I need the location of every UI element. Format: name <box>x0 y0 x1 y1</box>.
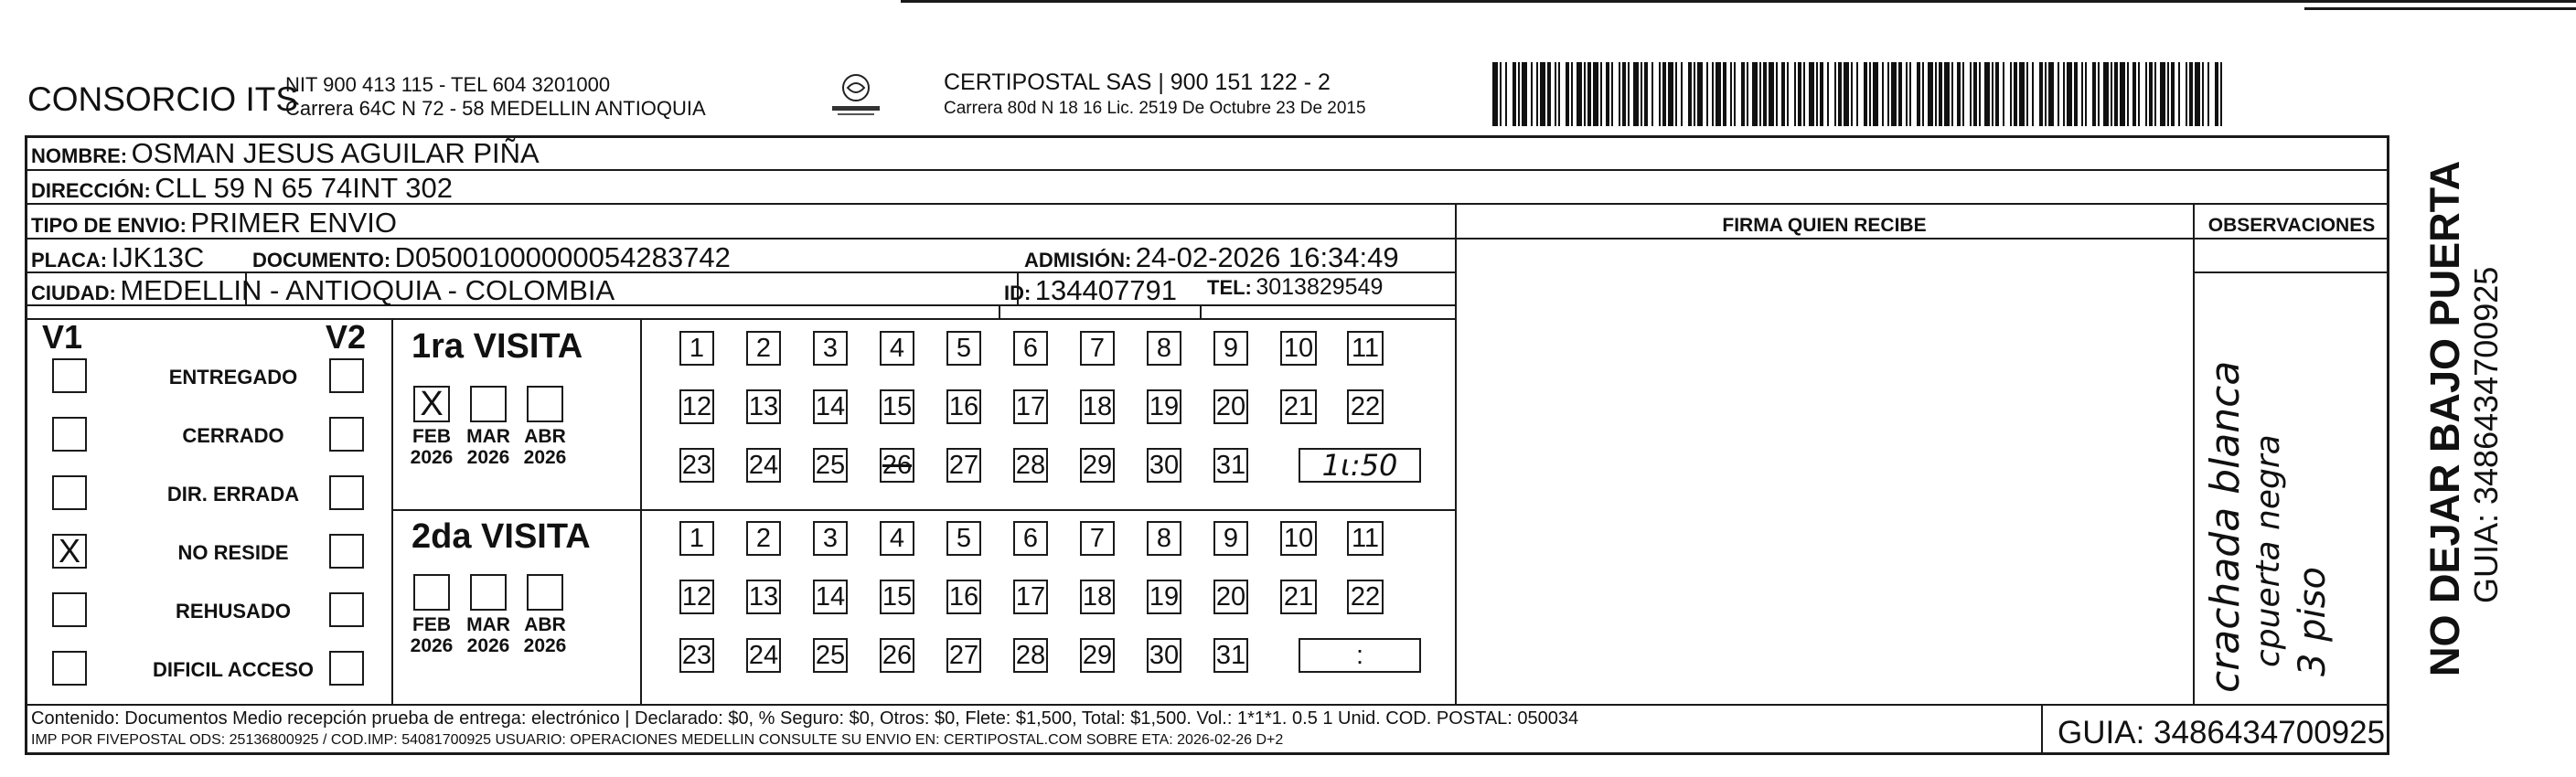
barcode-bar <box>1759 62 1761 126</box>
month-checkbox[interactable] <box>527 386 563 422</box>
month-checkbox[interactable] <box>413 574 450 611</box>
barcode-bar <box>1716 62 1721 126</box>
day-box[interactable]: 24 <box>746 638 781 673</box>
barcode-bar <box>1688 62 1692 126</box>
barcode-bar <box>1593 62 1598 126</box>
barcode <box>1492 62 2224 126</box>
barcode-bar <box>2138 62 2140 126</box>
day-box[interactable]: 5 <box>946 331 981 366</box>
barcode-bar <box>1844 62 1849 126</box>
barcode-bar <box>2145 62 2147 126</box>
rule <box>2041 704 2043 755</box>
first-visit-title: 1ra VISITA <box>412 327 583 366</box>
barcode-bar <box>1734 62 1736 126</box>
barcode-bar <box>2167 62 2169 126</box>
month-name: MAR <box>466 426 510 447</box>
barcode-bar <box>1571 62 1573 126</box>
barcode-bar <box>1536 62 1538 126</box>
observation-line-1: crachada blanca <box>2202 360 2249 693</box>
day-box[interactable]: 7 <box>1080 331 1115 366</box>
barcode-bar <box>2127 62 2129 126</box>
barcode-bar <box>1619 62 1620 126</box>
barcode-bar <box>1522 62 1527 126</box>
day-box[interactable]: 29 <box>1080 638 1115 673</box>
direccion-value: CLL 59 N 65 74INT 302 <box>155 172 453 204</box>
barcode-bar <box>2092 62 2096 126</box>
barcode-bar <box>1992 62 1993 126</box>
day-box[interactable]: 16 <box>946 389 981 424</box>
month-name: FEB <box>412 614 451 635</box>
barcode-bar <box>1776 62 1778 126</box>
day-box[interactable]: 24 <box>746 448 781 483</box>
barcode-bar <box>2195 62 2200 126</box>
month-year: 2026 <box>410 447 454 468</box>
day-box[interactable]: 26 <box>880 638 914 673</box>
barcode-bar <box>1917 62 1920 126</box>
month-name: ABR <box>524 426 566 447</box>
visit-time-field[interactable]: 1ι:50 <box>1299 448 1421 483</box>
barcode-bar <box>1633 62 1639 126</box>
barcode-bar <box>1769 62 1774 126</box>
month-year: 2026 <box>523 635 567 656</box>
documento-label: DOCUMENTO: <box>252 249 391 271</box>
day-box[interactable]: 9 <box>1213 521 1248 556</box>
barcode-bar <box>1803 62 1805 126</box>
placa-row <box>31 241 204 274</box>
day-box[interactable]: 12 <box>679 580 714 614</box>
day-box[interactable]: 9 <box>1213 331 1248 366</box>
rule <box>391 509 1456 511</box>
barcode-bar <box>2010 62 2012 126</box>
rule <box>391 318 393 704</box>
barcode-bar <box>2048 62 2054 126</box>
barcode-bar <box>1584 62 1586 126</box>
admision-row <box>1024 241 1399 274</box>
status-v1-checkbox[interactable] <box>52 592 87 627</box>
barcode-bar <box>1873 62 1878 126</box>
day-box[interactable]: 12 <box>679 389 714 424</box>
placa-value: IJK13C <box>111 241 205 273</box>
barcode-bar <box>1741 62 1745 126</box>
nombre-row <box>31 137 540 170</box>
day-box[interactable]: 27 <box>946 448 981 483</box>
month-checkbox[interactable] <box>527 574 563 611</box>
barcode-bar <box>1492 62 1498 126</box>
month-checkbox[interactable] <box>470 386 507 422</box>
observation-line-3: 3 piso <box>2292 567 2334 676</box>
barcode-bar <box>1730 62 1732 126</box>
day-box[interactable]: 4 <box>880 331 914 366</box>
day-box[interactable]: 13 <box>746 389 781 424</box>
barcode-bar <box>1944 62 1950 126</box>
barcode-bar <box>1869 62 1871 126</box>
rule <box>640 318 642 704</box>
day-box[interactable]: 19 <box>1147 580 1181 614</box>
tel-row <box>1207 274 1383 301</box>
barcode-bar <box>1659 62 1661 126</box>
day-box[interactable]: 23 <box>679 638 714 673</box>
day-box[interactable]: 3 <box>813 331 848 366</box>
day-box[interactable]: 3 <box>813 521 848 556</box>
barcode-bar <box>1838 62 1842 126</box>
status-v1-checkbox[interactable] <box>52 475 87 510</box>
barcode-bar <box>1622 62 1626 126</box>
barcode-bar <box>1882 62 1884 126</box>
day-box[interactable]: 20 <box>1213 580 1248 614</box>
barcode-bar <box>1820 62 1823 126</box>
barcode-bar <box>1798 62 1801 126</box>
day-box[interactable]: 13 <box>746 580 781 614</box>
status-v1-checkbox[interactable] <box>52 651 87 686</box>
barcode-bar <box>2032 62 2034 126</box>
barcode-bar <box>2114 62 2118 126</box>
day-box[interactable]: 17 <box>1013 389 1048 424</box>
company-info-1: NIT 900 413 115 - TEL 604 3201000 <box>285 73 611 96</box>
barcode-bar <box>1935 62 1937 126</box>
day-box[interactable]: 15 <box>880 389 914 424</box>
barcode-bar <box>1694 62 1695 126</box>
status-label: CERRADO <box>182 424 284 447</box>
barcode-bar <box>1587 62 1591 126</box>
day-box[interactable]: 21 <box>1280 389 1317 424</box>
barcode-bar <box>2186 62 2187 126</box>
day-box[interactable]: 30 <box>1147 448 1181 483</box>
id-label: ID: <box>1004 282 1031 304</box>
barcode-bar <box>1970 62 1972 126</box>
barcode-bar <box>1651 62 1653 126</box>
barcode-bar <box>1984 62 1990 126</box>
day-box[interactable]: 25 <box>813 638 848 673</box>
status-v1-checkbox[interactable] <box>52 358 87 393</box>
day-box[interactable]: 18 <box>1080 389 1115 424</box>
barcode-bar <box>2171 62 2175 126</box>
day-box[interactable]: 8 <box>1147 331 1181 366</box>
day-box[interactable]: 4 <box>880 521 914 556</box>
day-box[interactable]: 19 <box>1147 389 1181 424</box>
day-box[interactable]: 31 <box>1213 448 1248 483</box>
barcode-bar <box>1939 62 1942 126</box>
month-year: 2026 <box>466 635 510 656</box>
barcode-bar <box>1644 62 1648 126</box>
barcode-bar <box>1600 62 1602 126</box>
day-box[interactable]: 23 <box>679 448 714 483</box>
tel-value: 3013829549 <box>1256 274 1384 300</box>
barcode-bar <box>2063 62 2065 126</box>
day-box[interactable]: 20 <box>1213 389 1248 424</box>
barcode-bar <box>2058 62 2059 126</box>
month-year: 2026 <box>466 447 510 468</box>
observations-handwriting <box>2195 274 2389 704</box>
barcode-bar <box>1763 62 1767 126</box>
barcode-bar <box>1962 62 1964 126</box>
day-box[interactable]: 22 <box>1347 389 1384 424</box>
status-v2-checkbox[interactable] <box>329 417 364 452</box>
barcode-bar <box>1628 62 1630 126</box>
direccion-label: DIRECCIÓN: <box>31 179 151 202</box>
day-box[interactable]: 2 <box>746 521 781 556</box>
day-box[interactable]: 27 <box>946 638 981 673</box>
tipo-label: TIPO DE ENVIO: <box>31 214 187 237</box>
day-box[interactable]: 29 <box>1080 448 1115 483</box>
barcode-bar <box>2111 62 2112 126</box>
barcode-bar <box>2026 62 2028 126</box>
month-year: 2026 <box>523 447 567 468</box>
rule <box>999 304 1000 318</box>
barcode-bar <box>1723 62 1726 126</box>
barcode-bar <box>1566 62 1569 126</box>
barcode-bar <box>2003 62 2004 126</box>
barcode-bar <box>1995 62 1999 126</box>
documento-row <box>252 241 731 274</box>
status-label: ENTREGADO <box>168 366 298 388</box>
day-box[interactable]: 28 <box>1013 638 1048 673</box>
day-box[interactable]: 18 <box>1080 580 1115 614</box>
barcode-bar <box>1611 62 1613 126</box>
day-box[interactable]: 31 <box>1213 638 1248 673</box>
side-guia: GUIA: 3486434700925 <box>2467 266 2505 603</box>
v1-label: V1 <box>42 318 83 356</box>
day-box[interactable]: 1 <box>679 331 714 366</box>
barcode-bar <box>1794 62 1796 126</box>
barcode-bar <box>2132 62 2136 126</box>
nombre-value: OSMAN JESUS AGUILAR PIÑA <box>131 137 540 169</box>
barcode-bar <box>1909 62 1911 126</box>
day-box[interactable]: 14 <box>813 580 848 614</box>
day-box[interactable]: 6 <box>1013 521 1048 556</box>
barcode-bar <box>2215 62 2218 126</box>
barcode-bar <box>1681 62 1683 126</box>
rule <box>2193 271 2389 273</box>
direccion-row <box>31 172 453 205</box>
barcode-bar <box>1922 62 1924 126</box>
barcode-bar <box>1531 62 1533 126</box>
day-box[interactable]: 1 <box>679 521 714 556</box>
barcode-bar <box>1540 62 1545 126</box>
month-checkbox[interactable]: X <box>413 386 450 422</box>
month-name: ABR <box>524 614 566 635</box>
barcode-bar <box>2202 62 2204 126</box>
company-name: CONSORCIO ITS <box>27 80 299 118</box>
barcode-bar <box>1697 62 1703 126</box>
barcode-bar <box>2189 62 2193 126</box>
admision-value: 24-02-2026 16:34:49 <box>1135 241 1399 273</box>
day-box[interactable]: 26 <box>880 448 914 483</box>
footer-line-1: Contenido: Documentos Medio recepción prueba de entrega: electrónico | Declarado: $0, % Seguro: $0, Otros: $0, Flete: $1,500, Total: $1,500. Vol.: 1*1*1. 0.5 1 Unid. COD. POSTAL: 050034 <box>31 708 1579 729</box>
barcode-bar <box>1712 62 1714 126</box>
barcode-bar <box>2074 62 2078 126</box>
day-box[interactable]: 2 <box>746 331 781 366</box>
day-box[interactable]: 22 <box>1347 580 1384 614</box>
day-box[interactable]: 11 <box>1347 521 1384 556</box>
barcode-bar <box>1781 62 1785 126</box>
barcode-bar <box>2085 62 2087 126</box>
barcode-bar <box>1891 62 1897 126</box>
status-v2-checkbox[interactable] <box>329 358 364 393</box>
day-box[interactable]: 16 <box>946 580 981 614</box>
barcode-bar <box>1906 62 1908 126</box>
barcode-bar <box>2019 62 2025 126</box>
barcode-bar <box>2154 62 2156 126</box>
tel-label: TEL: <box>1207 276 1252 299</box>
day-box[interactable]: 7 <box>1080 521 1115 556</box>
status-v2-checkbox[interactable] <box>329 651 364 686</box>
barcode-bar <box>1747 62 1748 126</box>
barcode-bar <box>1851 62 1853 126</box>
day-box[interactable]: 30 <box>1147 638 1181 673</box>
rule <box>25 318 1456 320</box>
day-box[interactable]: 25 <box>813 448 848 483</box>
day-box[interactable]: 17 <box>1013 580 1048 614</box>
barcode-bar <box>1668 62 1673 126</box>
barcode-bar <box>2149 62 2153 126</box>
day-box[interactable]: 11 <box>1347 331 1384 366</box>
second-visit-title: 2da VISITA <box>412 517 591 556</box>
ciudad-value: MEDELLIN - ANTIOQUIA - COLOMBIA <box>120 274 615 306</box>
status-label: REHUSADO <box>176 600 291 623</box>
carrier-name: CERTIPOSTAL SAS | 900 151 122 - 2 <box>944 69 1331 95</box>
barcode-bar <box>1834 62 1836 126</box>
barcode-bar <box>1887 62 1889 126</box>
day-box[interactable]: 10 <box>1280 331 1317 366</box>
ciudad-row <box>31 274 615 307</box>
day-box[interactable]: 28 <box>1013 448 1048 483</box>
v2-label: V2 <box>326 318 367 356</box>
day-box[interactable]: 14 <box>813 389 848 424</box>
barcode-bar <box>1558 62 1560 126</box>
barcode-bar <box>1505 62 1507 126</box>
barcode-bar <box>1951 62 1953 126</box>
tipo-value: PRIMER ENVIO <box>190 207 398 239</box>
day-box[interactable]: 5 <box>946 521 981 556</box>
barcode-bar <box>2220 62 2222 126</box>
barcode-bar <box>2178 62 2180 126</box>
firma-label: FIRMA QUIEN RECIBE <box>1722 215 1927 236</box>
tipo-row <box>31 207 397 239</box>
barcode-bar <box>1787 62 1789 126</box>
barcode-bar <box>2067 62 2072 126</box>
barcode-bar <box>2098 62 2100 126</box>
id-row <box>1004 274 1177 307</box>
barcode-bar <box>1662 62 1666 126</box>
carrier-address: Carrera 80d N 18 16 Lic. 2519 De Octubre 23 De 2015 <box>944 99 1366 118</box>
day-box[interactable]: 10 <box>1280 521 1317 556</box>
month-year: 2026 <box>410 635 454 656</box>
status-label: DIR. ERRADA <box>166 483 300 506</box>
barcode-bar <box>1809 62 1814 126</box>
barcode-bar <box>1641 62 1642 126</box>
observaciones-label: OBSERVACIONES <box>2207 215 2376 236</box>
side-warning: NO DEJAR BAJO PUERTA <box>2421 160 2468 676</box>
month-name: FEB <box>412 426 451 447</box>
barcode-bar <box>1864 62 1867 126</box>
rule <box>1200 304 1202 318</box>
admision-label: ADMISIÓN: <box>1024 249 1132 271</box>
signature-area[interactable] <box>1458 239 2193 704</box>
barcode-bar <box>1957 62 1961 126</box>
barcode-bar <box>1675 62 1677 126</box>
day-box[interactable]: 6 <box>1013 331 1048 366</box>
barcode-bar <box>2207 62 2209 126</box>
certipostal-logo-icon <box>828 71 883 119</box>
barcode-bar <box>1606 62 1609 126</box>
ciudad-label: CIUDAD: <box>31 282 116 304</box>
footer-guia: GUIA: 3486434700925 <box>2058 715 2386 750</box>
observation-line-2: cpuerta negra <box>2250 434 2287 667</box>
barcode-bar <box>1752 62 1758 126</box>
status-label: DIFICIL ACCESO <box>152 658 314 681</box>
visit-time-field[interactable]: : <box>1299 638 1421 673</box>
status-label: NO RESIDE <box>177 541 289 564</box>
placa-label: PLACA: <box>31 249 108 271</box>
top-border-right <box>2304 7 2576 10</box>
barcode-bar <box>1577 62 1582 126</box>
barcode-bar <box>1827 62 1829 126</box>
company-info-2: Carrera 64C N 72 - 58 MEDELLIN ANTIOQUIA <box>285 97 706 120</box>
day-box[interactable]: 15 <box>880 580 914 614</box>
nombre-label: NOMBRE: <box>31 144 128 167</box>
month-checkbox[interactable] <box>470 574 507 611</box>
barcode-bar <box>1973 62 1977 126</box>
documento-value: D05001000000054283742 <box>394 241 731 273</box>
barcode-bar <box>2160 62 2165 126</box>
rule <box>1455 203 1457 704</box>
barcode-bar <box>1518 62 1520 126</box>
barcode-bar <box>1928 62 1933 126</box>
barcode-bar <box>1706 62 1708 126</box>
barcode-bar <box>1555 62 1556 126</box>
footer-line-2: IMP POR FIVEPOSTAL ODS: 25136800925 / COD.IMP: 54081700925 USUARIO: OPERACIONES MEDELLIN CONSULTE SU ENVIO EN: CERTIPOSTAL.COM SOBRE ETA: 2026-02-26 D+2 <box>31 732 1284 748</box>
barcode-bar <box>1500 62 1502 126</box>
barcode-bar <box>2039 62 2043 126</box>
rule <box>25 704 2389 706</box>
barcode-bar <box>1547 62 1551 126</box>
barcode-bar <box>1856 62 1858 126</box>
status-v2-checkbox[interactable] <box>329 534 364 569</box>
barcode-bar <box>2045 62 2047 126</box>
id-value: 134407791 <box>1034 274 1177 306</box>
status-v2-checkbox[interactable] <box>329 592 364 627</box>
barcode-bar <box>2014 62 2017 126</box>
barcode-bar <box>1979 62 1981 126</box>
month-name: MAR <box>466 614 510 635</box>
barcode-bar <box>1816 62 1818 126</box>
day-box[interactable]: 21 <box>1280 580 1317 614</box>
status-v2-checkbox[interactable] <box>329 475 364 510</box>
status-v1-checkbox[interactable] <box>52 417 87 452</box>
top-border <box>901 0 2576 3</box>
barcode-bar <box>1898 62 1902 126</box>
day-box[interactable]: 8 <box>1147 521 1181 556</box>
status-v1-checkbox[interactable]: X <box>52 534 87 569</box>
barcode-bar <box>2120 62 2125 126</box>
barcode-bar <box>2103 62 2109 126</box>
barcode-bar <box>1512 62 1516 126</box>
barcode-bar <box>2081 62 2083 126</box>
